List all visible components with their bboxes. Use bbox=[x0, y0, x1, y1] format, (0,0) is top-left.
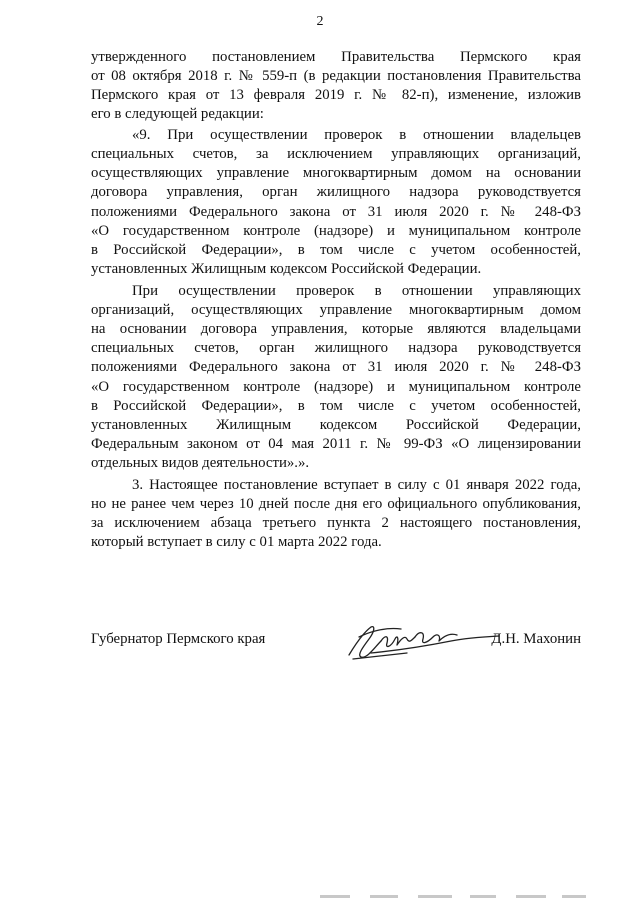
text-line: установленных Жилищным кодексом Российской Федерации. bbox=[91, 261, 482, 277]
text-line: Пермского края от 13 февраля 2019 г. № 82-п), изменение, изложив bbox=[91, 87, 581, 103]
text-line: При осуществлении проверок в отношении управляющих bbox=[132, 283, 581, 299]
text-line: договора управления, орган жилищного надзора руководствуется bbox=[91, 184, 581, 200]
text-line: отдельных видов деятельности».». bbox=[91, 455, 310, 471]
text-line: на основании договора управления, которые являются владельцами bbox=[91, 321, 581, 337]
text-line: Федеральным законом от 04 мая 2011 г. № 99-ФЗ «О лицензировании bbox=[91, 436, 581, 452]
handwritten-signature bbox=[341, 617, 501, 665]
text-line: его в следующей редакции: bbox=[91, 106, 264, 122]
text-line: «О государственном контроле (надзоре) и муниципальном контроле bbox=[91, 223, 581, 239]
text-line: положениями Федерального закона от 31 июля 2020 г. № 248-ФЗ bbox=[91, 204, 581, 220]
text-line: осуществляющих управление многоквартирным домом на основании bbox=[91, 165, 581, 181]
scan-artifact-marks bbox=[300, 883, 600, 903]
text-line: специальных счетов, орган жилищного надзора руководствуется bbox=[91, 340, 581, 356]
page-number: 2 bbox=[316, 14, 324, 29]
text-line: «О государственном контроле (надзоре) и муниципальном контроле bbox=[91, 379, 581, 395]
text-line: положениями Федерального закона от 31 июля 2020 г. № 248-ФЗ bbox=[91, 359, 581, 375]
text-line: «9. При осуществлении проверок в отношении владельцев bbox=[132, 127, 581, 143]
text-line: 3. Настоящее постановление вступает в силу с 01 января 2022 года, bbox=[132, 477, 581, 493]
text-line: организаций, осуществляющих управление многоквартирным домом bbox=[91, 302, 581, 318]
signature-block bbox=[91, 625, 581, 665]
signatory-position: Губернатор Пермского края bbox=[91, 631, 266, 647]
text-line: специальных счетов, за исключением управляющих организаций, bbox=[91, 146, 581, 162]
text-line: но не ранее чем через 10 дней после дня его официального опубликования, bbox=[91, 496, 581, 512]
text-line: который вступает в силу с 01 марта 2022 года. bbox=[91, 534, 382, 550]
text-line: в Российской Федерации», в том числе с учетом особенностей, bbox=[91, 398, 581, 414]
text-line: утвержденного постановлением Правительства Пермского края bbox=[91, 49, 581, 65]
text-line: в Российской Федерации», в том числе с учетом особенностей, bbox=[91, 242, 581, 258]
text-line: от 08 октября 2018 г. № 559-п (в редакции постановления Правительства bbox=[91, 68, 581, 84]
text-line: за исключением абзаца третьего пункта 2 настоящего постановления, bbox=[91, 515, 581, 531]
text-line: установленных Жилищным кодексом Российской Федерации, bbox=[91, 417, 581, 433]
signatory-name: Д.Н. Махонин bbox=[491, 631, 581, 647]
